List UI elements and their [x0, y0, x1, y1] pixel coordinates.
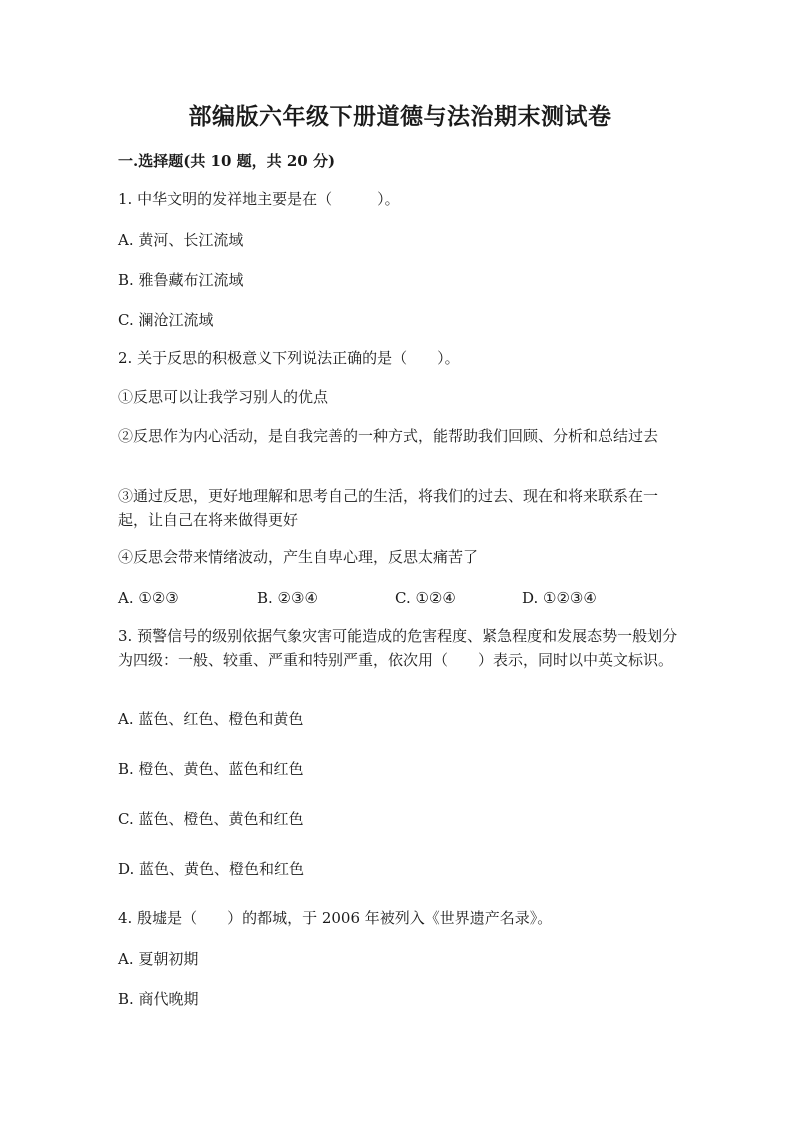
question-1-option-a: A. 黄河、长江流域 [118, 231, 244, 249]
question-1-stem: 1. 中华文明的发祥地主要是在（ ）。 [118, 190, 400, 208]
question-3-option-c: C. 蓝色、橙色、黄色和红色 [118, 810, 304, 828]
question-2-option-c: C. ①②④ [395, 589, 456, 607]
question-2-statement-3: ③通过反思，更好地理解和思考自己的生活，将我们的过去、现在和将来联系在一起，让自己在将来做得更好 [118, 487, 659, 529]
question-2-statement-2: ②反思作为内心活动，是自我完善的一种方式，能帮助我们回顾、分析和总结过去 [118, 427, 659, 445]
question-3-option-b: B. 橙色、黄色、蓝色和红色 [118, 760, 304, 778]
question-2-stem: 2. 关于反思的积极意义下列说法正确的是（ ）。 [118, 349, 460, 367]
question-4-option-a: A. 夏朝初期 [118, 950, 199, 968]
question-4-option-b: B. 商代晚期 [118, 990, 199, 1008]
section-heading: 一.选择题(共 10 题，共 20 分) [118, 152, 336, 170]
question-3-stem: 3. 预警信号的级别依据气象灾害可能造成的危害程度、紧急程度和发展态势一般划分为四级：一般、较重、严重和特别严重，依次用（ ）表示，同时以中英文标识。 [118, 627, 678, 669]
question-1-option-c: C. 澜沧江流域 [118, 311, 214, 329]
question-2-statement-1: ①反思可以让我学习别人的优点 [118, 388, 329, 406]
question-2-option-d: D. ①②③④ [522, 589, 597, 607]
question-2-statement-4: ④反思会带来情绪波动，产生自卑心理，反思太痛苦了 [118, 548, 479, 566]
page-title: 部编版六年级下册道德与法治期末测试卷 [188, 103, 612, 130]
question-3-option-d: D. 蓝色、黄色、橙色和红色 [118, 860, 305, 878]
question-1-option-b: B. 雅鲁藏布江流域 [118, 271, 244, 289]
question-2-option-b: B. ②③④ [257, 589, 318, 607]
question-4-stem: 4. 殷墟是（ ）的都城，于 2006 年被列入《世界遗产名录》。 [118, 909, 553, 927]
question-2-option-a: A. ①②③ [118, 589, 179, 607]
question-3-option-a: A. 蓝色、红色、橙色和黄色 [118, 710, 304, 728]
